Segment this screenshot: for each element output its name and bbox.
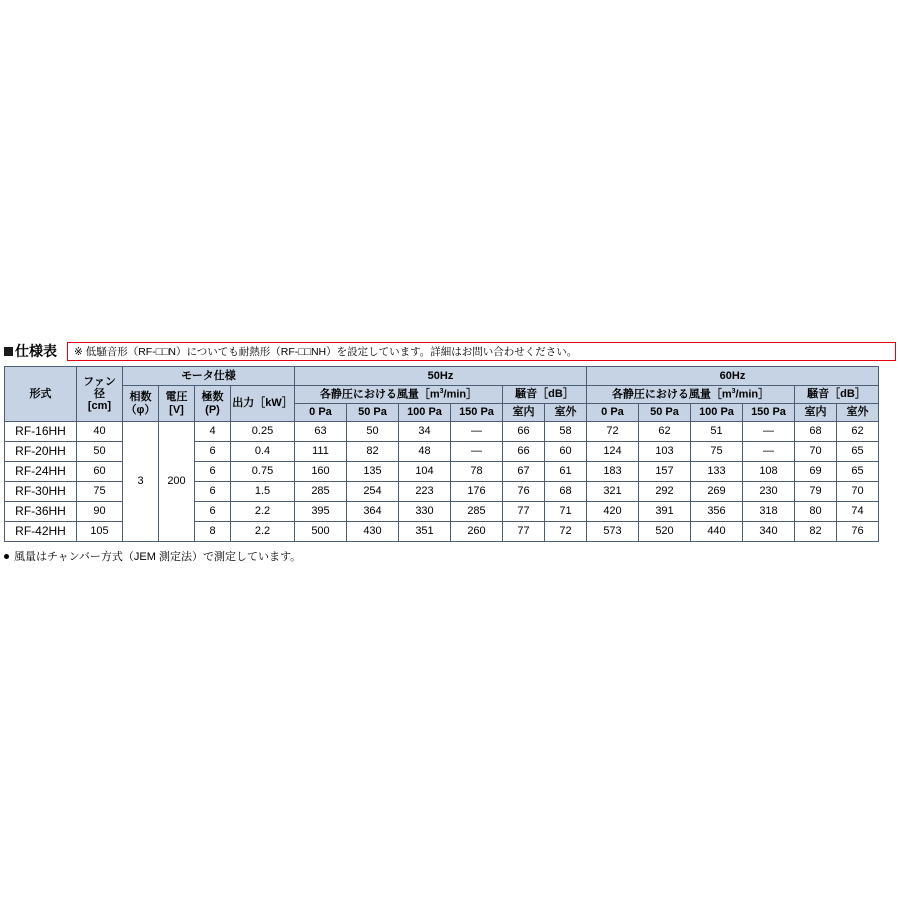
cell-50hz-100pa: 48 <box>399 442 451 462</box>
cell-50hz-noise-indoor: 77 <box>503 522 545 542</box>
cell-60hz-noise-outdoor: 65 <box>837 442 879 462</box>
cell-50hz-150pa: 78 <box>451 462 503 482</box>
cell-50hz-noise-outdoor: 72 <box>545 522 587 542</box>
cell-50hz-0pa: 395 <box>295 502 347 522</box>
cell-50hz-0pa: 160 <box>295 462 347 482</box>
bullet-icon <box>4 554 9 559</box>
header-phase-line1: 相数 <box>129 391 152 404</box>
cell-50hz-noise-outdoor: 68 <box>545 482 587 502</box>
cell-50hz-150pa: — <box>451 422 503 442</box>
cell-fan-diameter: 40 <box>77 422 123 442</box>
header-50hz-airflow-post: /min］ <box>443 388 478 401</box>
cell-60hz-50pa: 292 <box>639 482 691 502</box>
cell-50hz-0pa: 285 <box>295 482 347 502</box>
cell-50hz-0pa: 63 <box>295 422 347 442</box>
header-50hz-airflow-sup: 3 <box>439 388 444 396</box>
cell-fan-diameter: 50 <box>77 442 123 462</box>
cell-60hz-100pa: 75 <box>691 442 743 462</box>
cell-50hz-noise-outdoor: 60 <box>545 442 587 462</box>
cell-50hz-noise-outdoor: 58 <box>545 422 587 442</box>
cell-50hz-100pa: 351 <box>399 522 451 542</box>
section-title <box>4 341 57 361</box>
header-voltage-line2: [V] <box>169 403 184 416</box>
header-voltage-line1: 電圧 <box>165 391 188 404</box>
header-poles-line2: (P) <box>205 403 220 416</box>
cell-model: RF-30HH <box>5 482 77 502</box>
cell-60hz-50pa: 391 <box>639 502 691 522</box>
cell-50hz-50pa: 50 <box>347 422 399 442</box>
cell-phase: 3 <box>123 422 159 542</box>
header-50hz-noise: 騒音［dB］ <box>503 386 587 404</box>
cell-50hz-150pa: — <box>451 442 503 462</box>
square-bullet-icon <box>4 347 13 356</box>
cell-fan-diameter: 90 <box>77 502 123 522</box>
cell-60hz-noise-indoor: 79 <box>795 482 837 502</box>
header-row-1 <box>5 367 879 386</box>
section-heading-row <box>4 340 896 362</box>
header-60hz-100pa: 100 Pa <box>691 404 743 422</box>
header-60hz-noise: 騒音［dB］ <box>795 386 879 404</box>
cell-model: RF-16HH <box>5 422 77 442</box>
header-50hz-noise-indoor: 室内 <box>503 404 545 422</box>
cell-poles: 8 <box>195 522 231 542</box>
cell-50hz-50pa: 254 <box>347 482 399 502</box>
cell-60hz-0pa: 124 <box>587 442 639 462</box>
cell-poles: 6 <box>195 502 231 522</box>
header-50hz-0pa: 0 Pa <box>295 404 347 422</box>
header-60hz-noise-outdoor: 室外 <box>837 404 879 422</box>
cell-50hz-noise-outdoor: 71 <box>545 502 587 522</box>
header-60hz-airflow-post: /min］ <box>735 388 770 401</box>
header-50hz-airflow <box>295 386 503 404</box>
header-voltage <box>159 386 195 422</box>
cell-60hz-50pa: 157 <box>639 462 691 482</box>
header-60hz-airflow-sup: 3 <box>731 388 736 396</box>
header-fan-diameter-line1: ファン <box>83 375 116 388</box>
footnote <box>4 548 301 564</box>
cell-50hz-noise-indoor: 76 <box>503 482 545 502</box>
cell-50hz-50pa: 430 <box>347 522 399 542</box>
cell-50hz-100pa: 330 <box>399 502 451 522</box>
cell-50hz-50pa: 82 <box>347 442 399 462</box>
cell-60hz-noise-outdoor: 70 <box>837 482 879 502</box>
cell-fan-diameter: 105 <box>77 522 123 542</box>
cell-50hz-noise-indoor: 66 <box>503 442 545 462</box>
cell-output: 2.2 <box>231 522 295 542</box>
cell-60hz-150pa: — <box>743 442 795 462</box>
cell-model: RF-20HH <box>5 442 77 462</box>
cell-60hz-0pa: 72 <box>587 422 639 442</box>
cell-fan-diameter: 75 <box>77 482 123 502</box>
header-row-2 <box>5 386 879 404</box>
note-text: ※ 低騒音形（RF-□□N）についても耐熱形（RF-□□NH）を設定しています。詳細はお問い合わせください。 <box>74 345 578 358</box>
cell-60hz-noise-outdoor: 65 <box>837 462 879 482</box>
cell-60hz-150pa: 340 <box>743 522 795 542</box>
cell-model: RF-24HH <box>5 462 77 482</box>
cell-60hz-noise-indoor: 69 <box>795 462 837 482</box>
cell-60hz-50pa: 520 <box>639 522 691 542</box>
header-50hz-50pa: 50 Pa <box>347 404 399 422</box>
note-box <box>67 342 896 361</box>
cell-60hz-100pa: 440 <box>691 522 743 542</box>
header-fan-diameter-line2: 径 <box>94 387 105 400</box>
table-header <box>5 367 879 422</box>
cell-60hz-noise-outdoor: 74 <box>837 502 879 522</box>
cell-50hz-noise-indoor: 66 <box>503 422 545 442</box>
cell-output: 1.5 <box>231 482 295 502</box>
cell-50hz-150pa: 285 <box>451 502 503 522</box>
cell-poles: 4 <box>195 422 231 442</box>
cell-poles: 6 <box>195 442 231 462</box>
cell-60hz-50pa: 103 <box>639 442 691 462</box>
cell-model: RF-36HH <box>5 502 77 522</box>
cell-60hz-100pa: 356 <box>691 502 743 522</box>
cell-60hz-0pa: 420 <box>587 502 639 522</box>
cell-60hz-0pa: 321 <box>587 482 639 502</box>
cell-60hz-noise-indoor: 82 <box>795 522 837 542</box>
cell-poles: 6 <box>195 462 231 482</box>
cell-voltage: 200 <box>159 422 195 542</box>
header-poles <box>195 386 231 422</box>
cell-50hz-noise-indoor: 77 <box>503 502 545 522</box>
cell-60hz-150pa: — <box>743 422 795 442</box>
header-model: 形式 <box>5 367 77 422</box>
header-50hz-noise-outdoor: 室外 <box>545 404 587 422</box>
header-50hz-airflow-pre: 各静圧における風量［m <box>319 388 440 401</box>
cell-60hz-0pa: 183 <box>587 462 639 482</box>
cell-60hz-noise-outdoor: 76 <box>837 522 879 542</box>
cell-50hz-100pa: 104 <box>399 462 451 482</box>
cell-output: 0.25 <box>231 422 295 442</box>
header-60hz-noise-indoor: 室内 <box>795 404 837 422</box>
header-60hz-airflow <box>587 386 795 404</box>
header-50hz: 50Hz <box>295 367 587 386</box>
cell-50hz-150pa: 176 <box>451 482 503 502</box>
cell-50hz-50pa: 364 <box>347 502 399 522</box>
cell-fan-diameter: 60 <box>77 462 123 482</box>
header-motor-spec: モータ仕様 <box>123 367 295 386</box>
cell-60hz-100pa: 269 <box>691 482 743 502</box>
cell-60hz-150pa: 230 <box>743 482 795 502</box>
header-output: 出力［kW］ <box>231 386 295 422</box>
cell-model: RF-42HH <box>5 522 77 542</box>
cell-60hz-100pa: 133 <box>691 462 743 482</box>
cell-60hz-100pa: 51 <box>691 422 743 442</box>
cell-output: 0.4 <box>231 442 295 462</box>
cell-output: 0.75 <box>231 462 295 482</box>
header-phase <box>123 386 159 422</box>
header-phase-line2: （φ） <box>125 403 156 416</box>
header-60hz-0pa: 0 Pa <box>587 404 639 422</box>
cell-output: 2.2 <box>231 502 295 522</box>
cell-50hz-100pa: 223 <box>399 482 451 502</box>
header-50hz-100pa: 100 Pa <box>399 404 451 422</box>
table-row <box>5 422 879 442</box>
footnote-text: 風量はチャンバー方式（JEM 測定法）で測定しています。 <box>14 551 302 563</box>
header-60hz-50pa: 50 Pa <box>639 404 691 422</box>
cell-50hz-150pa: 260 <box>451 522 503 542</box>
cell-60hz-noise-indoor: 70 <box>795 442 837 462</box>
header-60hz-airflow-pre: 各静圧における風量［m <box>611 388 732 401</box>
cell-60hz-0pa: 573 <box>587 522 639 542</box>
section-title-text: 仕様表 <box>15 343 57 359</box>
header-fan-diameter <box>77 367 123 422</box>
header-50hz-150pa: 150 Pa <box>451 404 503 422</box>
cell-60hz-noise-indoor: 68 <box>795 422 837 442</box>
cell-50hz-0pa: 500 <box>295 522 347 542</box>
specification-table <box>4 366 879 542</box>
table-body <box>5 422 879 542</box>
header-poles-line1: 極数 <box>201 391 224 404</box>
header-60hz: 60Hz <box>587 367 879 386</box>
header-fan-diameter-line3: [cm] <box>87 400 112 413</box>
cell-50hz-noise-outdoor: 61 <box>545 462 587 482</box>
cell-60hz-noise-outdoor: 62 <box>837 422 879 442</box>
header-60hz-150pa: 150 Pa <box>743 404 795 422</box>
cell-60hz-noise-indoor: 80 <box>795 502 837 522</box>
cell-50hz-noise-indoor: 67 <box>503 462 545 482</box>
cell-60hz-150pa: 318 <box>743 502 795 522</box>
cell-50hz-0pa: 111 <box>295 442 347 462</box>
cell-50hz-100pa: 34 <box>399 422 451 442</box>
cell-60hz-150pa: 108 <box>743 462 795 482</box>
cell-poles: 6 <box>195 482 231 502</box>
cell-60hz-50pa: 62 <box>639 422 691 442</box>
cell-50hz-50pa: 135 <box>347 462 399 482</box>
